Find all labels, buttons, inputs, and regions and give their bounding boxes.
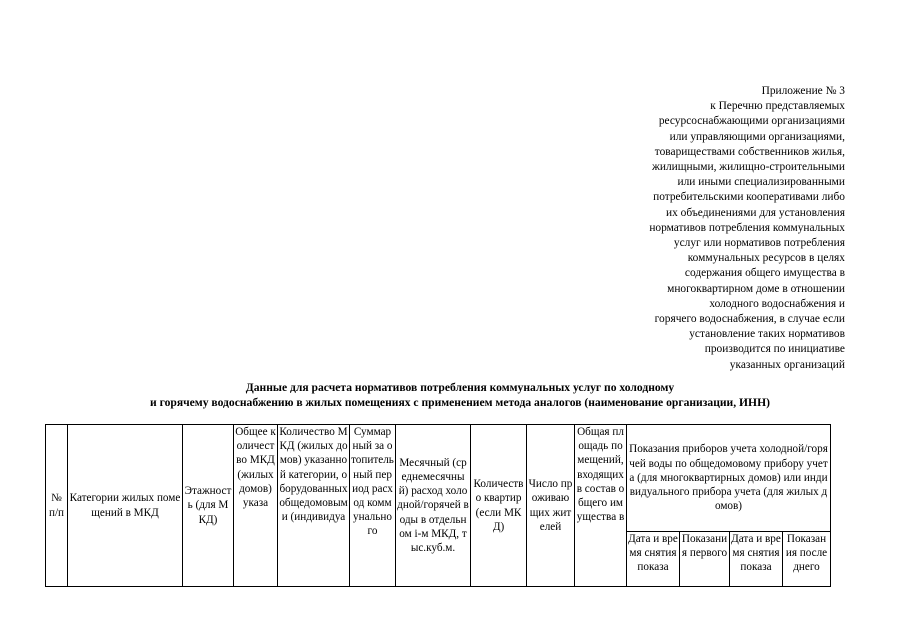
header-count-mkd-text: Общее количество МКД (жилых домов) указа — [235, 426, 276, 510]
appendix-line: потребительскими кооперативами либо — [653, 191, 845, 204]
document-title — [40, 380, 880, 410]
subheader-reading-first-text: Показания первого — [681, 533, 728, 560]
appendix-line: их объединениями для установления — [666, 206, 845, 219]
header-common-area-text: Общая площадь помещений, входящих в состав общего имущества в — [576, 426, 625, 524]
appendix-line: или управляющими организациями, — [669, 130, 845, 143]
appendix-line: ресурсоснабжающими организациями — [658, 115, 845, 128]
subheader-date-first-text: Дата и время снятия показа — [628, 533, 678, 574]
header-row-number: № п/п — [46, 425, 68, 587]
appendix-line: жилищными, жилищно-строительными — [652, 161, 845, 174]
appendix-line: многоквартирном доме в отношении — [667, 282, 845, 295]
subheader-reading-last-text: Показания последнего — [785, 533, 828, 574]
appendix-line: содержания общего имущества в — [684, 267, 845, 280]
appendix-line: указанных организаций — [729, 358, 845, 371]
appendix-line: товариществами собственников жилья, — [654, 145, 845, 158]
appendix-line: к Перечню представляемых — [710, 100, 845, 113]
header-monthly-consumption: Месячный (среднемесячный) расход холодной/горячей воды в отдельном i-м МКД, тыс.куб.м. — [396, 425, 471, 587]
header-apartments: Количество квартир (если МКД) — [471, 425, 527, 587]
header-count-mkd — [234, 425, 278, 587]
header-meter-readings: Показания приборов учета холодной/горячей воды по общедомовому прибору учета (для многоквартирных домов) или индивидуального прибора учета (для жилых домов) — [627, 425, 831, 532]
subheader-reading-last — [783, 532, 831, 587]
header-count-equipped — [278, 425, 350, 587]
appendix-line: или иными специализированными — [677, 176, 845, 189]
appendix-line: холодного водоснабжения и — [709, 297, 845, 310]
appendix-line: услуг или нормативов потребления — [673, 237, 845, 250]
data-table — [45, 424, 831, 587]
header-total-heating-text: Суммарный за отопительный период расход коммунального — [351, 426, 394, 538]
appendix-line: коммунальных ресурсов в целях — [687, 252, 845, 265]
appendix-header — [545, 84, 845, 373]
subheader-reading-first — [680, 532, 730, 587]
header-category: Категории жилых помещений в МКД — [68, 425, 183, 587]
title-line-2: и горячему водоснабжению в жилых помещениях с применением метода аналогов (наименование организации, ИНН) — [150, 396, 770, 409]
appendix-line: установление таких нормативов — [689, 328, 845, 341]
header-residents: Число проживающих жителей — [527, 425, 575, 587]
subheader-date-last — [730, 532, 783, 587]
subheader-date-first — [627, 532, 680, 587]
header-count-equipped-text: Количество МКД (жилых домов) указанной категории, оборудованных общедомовыми (индивидуа — [279, 426, 348, 524]
header-total-heating — [350, 425, 396, 587]
subheader-date-last-text: Дата и время снятия показа — [731, 533, 781, 574]
appendix-line: Приложение № 3 — [761, 85, 845, 97]
appendix-line: производится по инициативе — [704, 343, 845, 356]
appendix-line: горячего водоснабжения, в случае если — [654, 313, 845, 326]
title-line-1: Данные для расчета нормативов потребления коммунальных услуг по холодному — [245, 381, 675, 394]
header-common-area — [575, 425, 627, 587]
header-floors: Этажность (для МКД) — [183, 425, 234, 587]
appendix-line: нормативов потребления коммунальных — [649, 221, 845, 234]
